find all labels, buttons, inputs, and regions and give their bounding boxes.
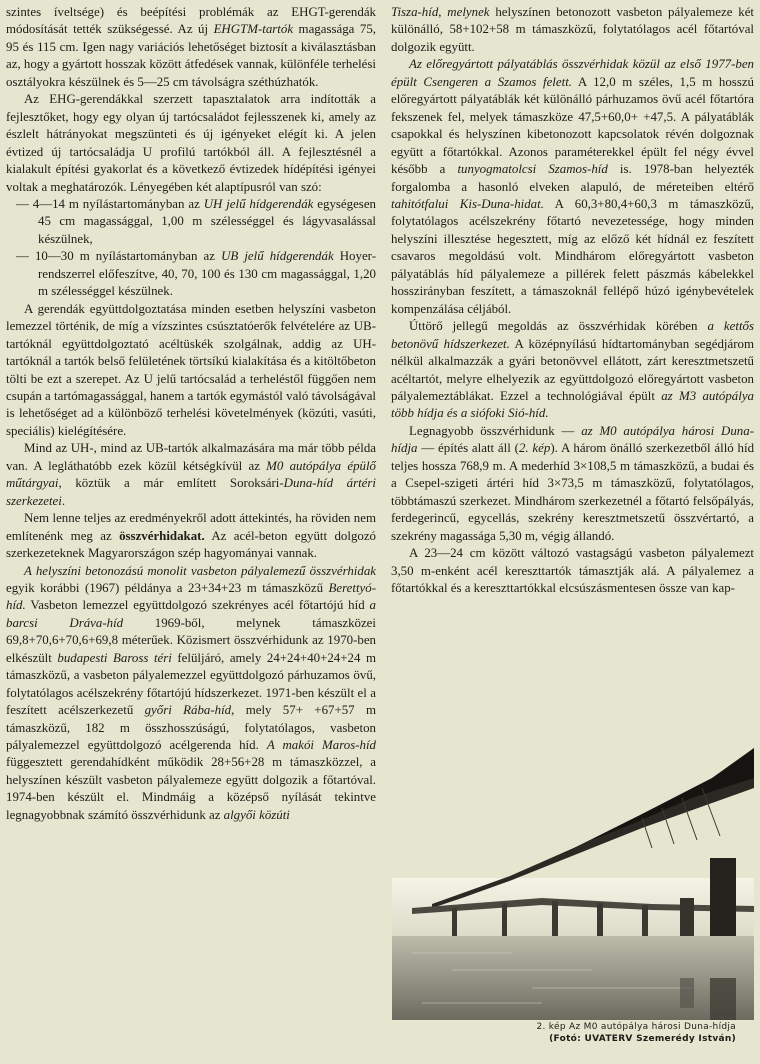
caption-credit: (Fotó: UVATERV Szemerédy István): [549, 1034, 736, 1044]
left-paragraph: A gerendák együttdolgoztatása minden esetben helyszíni vasbeton lemezzel történik, de míg a vízszintes csúsztatóerők felvételére az UB-tartóknál együttdolgoztató acéltüskék szolgálnak, addig az UH-tartóknál a tartók belső felületének törtsíkú kialakítása és a kitöltőbeton tölti be ezt a szerepet. Az U jelű tartócsalád a terheléstől függően nem csupán a tartómagassággal, hanem a tartók egymástól való távolságával is lehetőséget ad a különböző terhelési követelmények (közúti, vasúti, speciális) kielégítésére.: [6, 301, 376, 438]
right-paragraph: Legnagyobb összvérhidunk — az M0 autópálya hárosi Duna-hídja — építés alatt áll (2. kép). A három önálló szerkezetből álló híd teljes hossza 768,9 m. A mederhíd 3×108,5 m támaszközű, a budai és a Csepel-szigeti ártéri híd 3×73,5 m támaszközű, folytatólagos, többtámaszú szerkezet. Mindhárom szerkezetnél a főtartó felsőpályás, ferdegerincű, egycellás, szekrény keresztmetszetű összvértartó, a szekrény magassága 5,30 m, végig állandó.: [391, 423, 755, 543]
right-paragraph: Az előregyártott pályatáblás összvérhidak közül az első 1977-ben épült Csengeren a Szamos felett. A 12,0 m széles, 1,5 m hosszú előregyártott pályatáblák két különálló párhuzamos övű acél főtartóra fekszenek fel, melyek támaszköze 47,5+60,0+ +47,5. A pályatáblák csapokkal és helyszínen kibetonozott kapcsolatok révén dolgoznak együtt a főtartókkal. Azonos paraméterekkel épült fel négy évvel később a tunyogmatolcsi Szamos-híd is. 1978-ban helyezték forgalomba a hasonló elveken alapuló, de méreteiben eltérő tahitótfalui Kis-Duna-hidat. A 60,3+80,4+60,3 m támaszközű, folytatólagos acélszekrény főtartó nevezetessége, hogy minden helyszíni illesztése hegesztett, míg az előző két hídnál ez feszített csavaros megoldású volt. Mindhárom előregyártott vasbeton pályatáblás híd pályalemeze a pillérek felett pászmás kábelekkel hosszirányban feszített, a támaszoknál fellépő húzó igénybevételek kompenzálása céljából.: [391, 57, 755, 316]
left-text-column: [6, 4, 376, 824]
right-paragraph: Tisza-híd, melynek helyszínen betonozott vasbeton pályalemeze két különálló, 58+102+58 m támaszközű, folytatólagos acél főtartóval dolgozik együtt.: [391, 5, 755, 54]
right-paragraph: A 23—24 cm között változó vastagságú vasbeton pályalemezt 3,50 m-enként acél kereszttartók támasztják alá. A pályalemez a főtartókkal és a kereszttartókkal elcsúszásmentesen össze van kap-: [391, 546, 754, 595]
left-paragraph: — 10—30 m nyílástartományban az UB jelű hídgerendák Hoyer-rendszerrel előfeszítve, 40, 70, 100 és 130 cm magassággal, 1,20 m szélességgel készülnek.: [16, 249, 376, 299]
left-paragraph: — 4—14 m nyílástartományban az UH jelű hídgerendák egységesen 45 cm magassággal, 1,00 m szélességgel és lágyvasalással készülnek,: [16, 196, 376, 246]
caption-title: 2. kép Az M0 autópálya hárosi Duna-hídja: [536, 1022, 736, 1032]
right-text-column: [391, 4, 754, 597]
left-paragraph: A helyszíni betonozású monolit vasbeton pályalemezű összvérhidak egyik korábbi (1967) példánya a 23+34+23 m támaszközű Berettyó-híd. Vasbeton lemezzel együttdolgozó szekrényes acél főtartójú híd a barcsi Dráva-híd 1969-ből, melynek támaszközei 69,8+70,6+70,6+69,8 méterűek. Közismert összvérhidunk az 1970-ben elkészült budapesti Baross téri felüljáró, amely 24+24+40+24+24 m támaszközű, a vasbeton pályalemezzel együttdolgozó párhuzamos övű, folytatólagos acélszekrény főtartójú hídszerkezet. 1971-ben készült el a feszített acélszerkezetű győri Rába-híd, mely 57+ +67+57 m támaszközű, 182 m összhosszúságú, folytatólagos, vasbeton pályalemezzel együttdolgozó acélgerenda híd. A makói Maros-híd függesztett gerendahídként működik 28+56+28 m támaszközzel, a helyszínen készült vasbeton pályalemeze együtt dolgozik a főtartóval. 1974-ben készült el. Mindmáig a középső nyílását tekintve legnagyobbnak számító összvérhidunk az algyői közúti: [6, 563, 376, 822]
left-paragraph: szintes íveltsége) és beépítési problémák az EHGT-gerendák módosítását tették szükségessé. Az új EHGTM-tartók magassága 75, 95 és 115 cm. Igen nagy variációs lehetőséget biztosít a kiválasztásban az, hogy a gyártott hosszak között átfedések vannak, különféle terhelési osztályokra készülnek és 5—25 cm távolságra széthúzhatók.: [6, 5, 376, 89]
left-paragraph: Nem lenne teljes az eredményekről adott áttekintés, ha röviden nem említenénk meg az összvérhidakat. Az acél-beton együtt dolgozó szerkezeteknek Magyarországon szép hagyományai vannak.: [6, 511, 377, 561]
right-paragraph: Úttörő jellegű megoldás az összvérhidak körében a kettős betonövű hídszerkezet. A középnyílású hídtartományban segédjárom nélkül alkalmazzák a gyári betonövvel ellátott, zárt keresztmetszetű acéltartót, melyre elhelyezik az együttdolgozó előregyártott vasbeton pályalemeztáblákat. Ezzel a technológiával épült az M3 autópálya több hídja és a siófoki Sió-híd.: [391, 319, 755, 421]
bridge-construction-photo: [392, 748, 754, 1020]
left-paragraph: Az EHG-gerendákkal szerzett tapasztalatok arra indították a fejlesztőket, hogy egy olyan új tartócsaládot fejlesszenek ki, amely az észlelt hátrányokat megszünteti és új igényeket elégít ki. A jelen évtized új tartócsaládja U profilú tartókból áll. A fejlesztésnél a kialakult építési gyakorlat és a következő évtizedek hídépítési igényei voltak a meghatározók. Lényegében két alaptípusról van szó:: [6, 92, 376, 194]
left-paragraph: Mind az UH-, mind az UB-tartók alkalmazására ma már több példa van. A legláthatóbb ezek közül kétségkívül az M0 autópálya épülő műtárgyai, köztük a már említett Soroksári-Duna-híd ártéri szerkezetei.: [6, 441, 377, 508]
photo-caption: [396, 1021, 736, 1045]
